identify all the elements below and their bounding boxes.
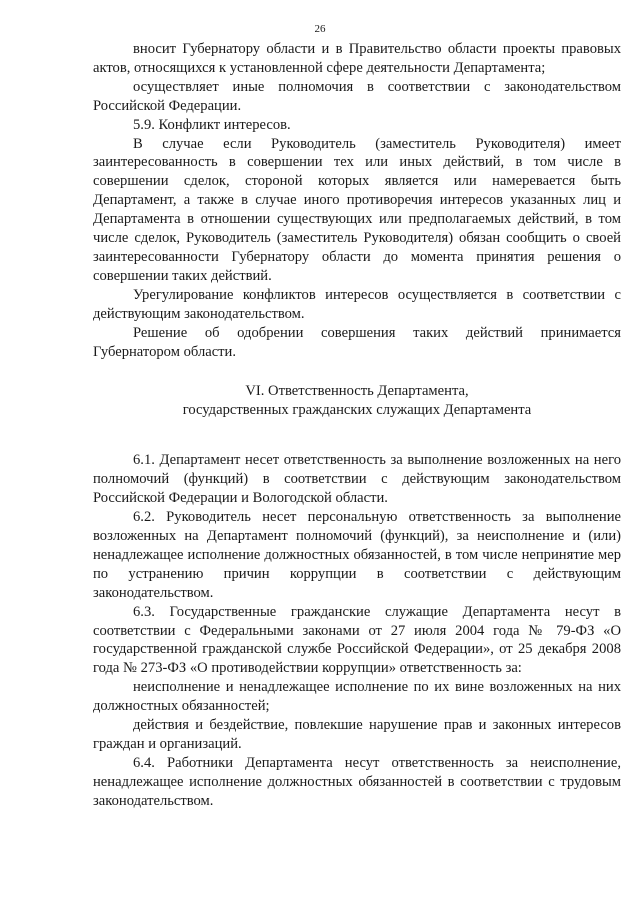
paragraph-6-2: 6.2. Руководитель несет персональную ответственность за выполнение возложенных на Департамент полномочий (функций), за неисполнение и (или) ненадлежащее исполнение должностных обязанностей, в том числе непринятие мер по устранению причин коррупции в соответствии с действующим законодательством. [93, 509, 621, 601]
paragraph-5-9-title: 5.9. Конфликт интересов. [133, 116, 291, 133]
paragraph-conflict-settlement: Урегулирование конфликтов интересов осуществляется в соответствии с действующим законодательством. [93, 286, 621, 322]
paragraph-non-performance: неисполнение и ненадлежащее исполнение по их вине возложенных на них должностных обязанностей; [93, 679, 621, 715]
paragraph-6-1: 6.1. Департамент несет ответственность за выполнение возложенных на него полномочий (функций) в соответствии с действующим законодательством Российской Федерации и Вологодской области. [93, 452, 621, 507]
paragraph-conflict-interest-case: В случае если Руководитель (заместитель Руководителя) имеет заинтересованность в совершении тех или иных действий, в том числе в совершении сделок, стороной которых является или намеревается быть Департамент, а также в случае иного противоречия интересов указанных лиц и Департамента в отношении существующих или предполагаемых действий, в том числе сделок, Руководитель (заместитель Руководителя) обязан сообщить о своей заинтересованности Губернатору области до момента принятия решения о совершении таких действий. [93, 135, 621, 284]
paragraph-actions-inaction: действия и бездействие, повлекшие нарушение прав и законных интересов граждан и организаций. [93, 717, 621, 752]
section-heading-line-2: государственных гражданских служащих Департамента [182, 402, 532, 419]
paragraph-submits-draft-acts: вносит Губернатору области и в Правительство области проекты правовых актов, относящихся к установленной сфере деятельности Департамента; [93, 41, 621, 76]
page-number: 26 [314, 23, 326, 35]
paragraph-6-3: 6.3. Государственные гражданские служащие Департамента несут в соответствии с Федеральными законами от 27 июля 2004 года № 79-ФЗ «О государственной гражданской службе Российской Федерации», от 25 декабря 2008 года № 273-ФЗ «О противодействии коррупции» ответственность за: [93, 603, 621, 677]
document-body [93, 40, 621, 811]
paragraph-approval-decision: Решение об одобрении совершения таких действий принимается Губернатором области. [93, 324, 621, 360]
paragraph-other-powers: осуществляет иные полномочия в соответствии с законодательством Российской Федерации. [93, 78, 621, 114]
section-heading-line-1: VI. Ответственность Департамента, [245, 383, 469, 400]
paragraph-6-4: 6.4. Работники Департамента несут ответственность за неисполнение, ненадлежащее исполнение должностных обязанностей в соответствии с трудовым законодательством. [93, 754, 621, 809]
section-heading [93, 382, 621, 420]
